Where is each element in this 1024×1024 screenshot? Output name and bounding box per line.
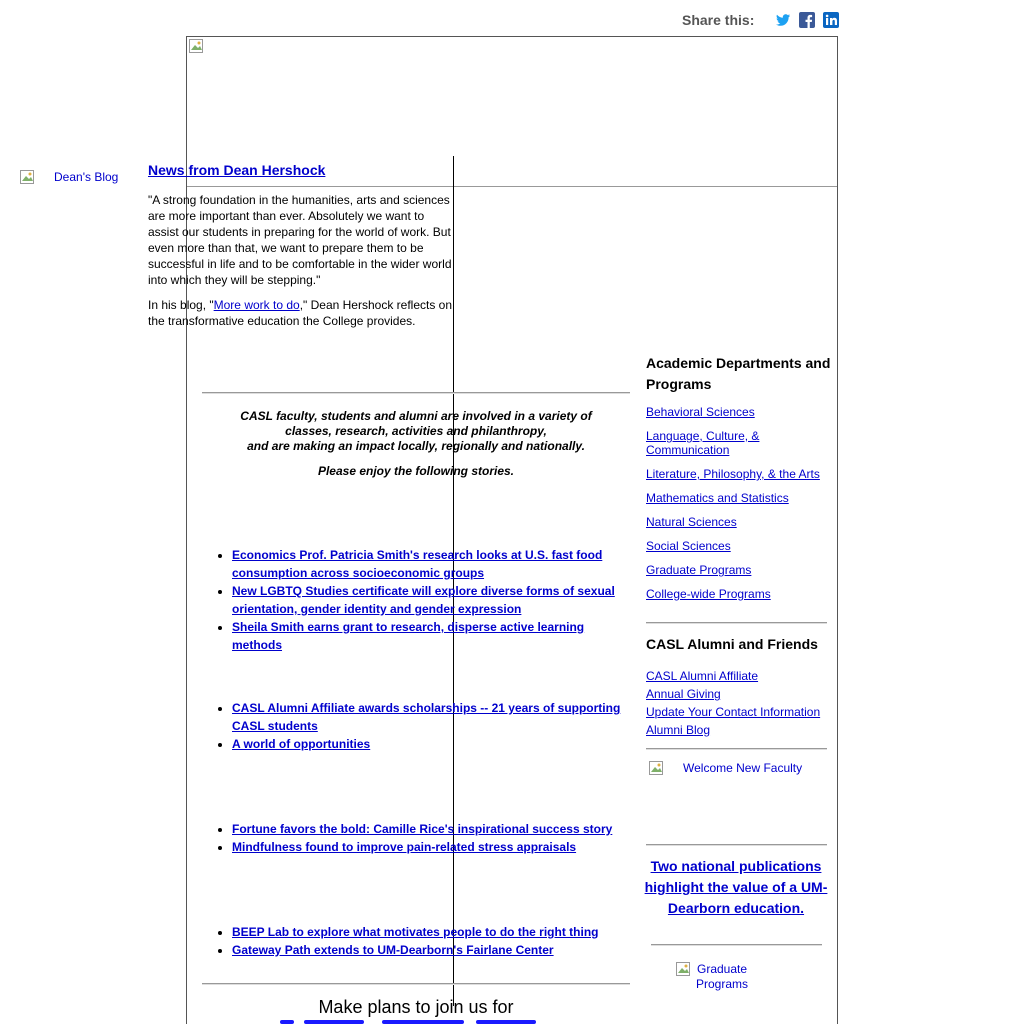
blog-suffix: ," Dean Hershock reflects on the transformative education the College provides.	[148, 298, 453, 328]
list-item	[232, 838, 636, 856]
story-list	[216, 699, 636, 753]
clipped-text-fragment	[280, 1020, 294, 1024]
divider	[646, 844, 827, 846]
story-link[interactable]: Fortune favors the bold: Camille Rice's inspirational success story	[232, 822, 613, 836]
list-item	[232, 941, 636, 959]
clipped-text-fragment	[382, 1020, 464, 1024]
join-event-title-clipped	[280, 1018, 580, 1024]
share-bar	[682, 10, 839, 30]
alumni-link[interactable]: CASL Alumni Affiliate	[646, 669, 759, 683]
story-link[interactable]: Sheila Smith earns grant to research, disperse active learning methods	[232, 620, 585, 652]
story-list	[216, 923, 636, 959]
department-link[interactable]: Social Sciences	[646, 539, 731, 553]
facebook-icon[interactable]	[799, 12, 815, 28]
dean-news-title-link[interactable]: News from Dean Hershock	[148, 162, 326, 178]
list-item	[232, 582, 636, 618]
graduate-alt-line: Programs	[696, 977, 749, 991]
clipped-text-fragment	[476, 1020, 536, 1024]
divider	[646, 748, 827, 750]
join-us-text: Make plans to join us for	[318, 997, 514, 1017]
alumni-links	[646, 667, 832, 739]
intro-line: and are making an impact locally, regionally and nationally.	[247, 439, 585, 453]
dean-quote: "A strong foundation in the humanities, arts and sciences are more important than ever. Absolutely we want to assist our students in preparing for the world of work. But even more than that, we want to prepare them to be successful in life and to be comfortable in the wider world into which they will be stepping."	[148, 193, 452, 287]
linkedin-icon[interactable]	[823, 12, 839, 28]
story-link[interactable]: BEEP Lab to explore what motivates people to do the right thing	[232, 925, 599, 939]
dean-blog-text	[148, 297, 452, 329]
story-link[interactable]: CASL Alumni Affiliate awards scholarships -- 21 years of supporting CASL students	[232, 701, 621, 733]
broken-image-icon	[649, 761, 665, 777]
divider	[651, 944, 822, 946]
departments-heading: Academic Departments and Programs	[646, 355, 831, 392]
intro-text	[202, 409, 630, 479]
departments-links	[646, 405, 832, 601]
clipped-text-fragment	[304, 1020, 364, 1024]
story-list	[216, 820, 636, 856]
share-label: Share this:	[682, 12, 755, 28]
broken-image-icon	[676, 962, 692, 978]
story-link[interactable]: Gateway Path extends to UM-Dearborn's Fairlane Center	[232, 943, 554, 957]
department-link[interactable]: Graduate Programs	[646, 563, 752, 577]
intro-line: classes, research, activities and philanthropy,	[285, 424, 547, 438]
broken-image-icon	[189, 39, 205, 55]
story-link[interactable]: Economics Prof. Patricia Smith's research looks at U.S. fast food consumption across socioeconomic groups	[232, 548, 603, 580]
department-link[interactable]: Mathematics and Statistics	[646, 491, 789, 505]
department-link[interactable]: Language, Culture, & Communication	[646, 429, 760, 457]
intro-enjoy: Please enjoy the following stories.	[317, 464, 515, 478]
divider	[646, 622, 827, 624]
list-item	[232, 618, 636, 654]
list-item	[232, 735, 636, 753]
list-item	[232, 820, 636, 838]
blog-prefix: In his blog, "	[148, 298, 214, 312]
alumni-link[interactable]: Alumni Blog	[646, 723, 711, 737]
list-item	[232, 546, 636, 582]
alumni-link[interactable]: Update Your Contact Information	[646, 705, 821, 719]
divider	[202, 392, 630, 394]
department-link[interactable]: College-wide Programs	[646, 587, 771, 601]
graduate-programs-image[interactable]	[676, 962, 748, 992]
department-link[interactable]: Literature, Philosophy, & the Arts	[646, 467, 820, 481]
story-link[interactable]: New LGBTQ Studies certificate will explore diverse forms of sexual orientation, gender identity and gender expression	[232, 584, 615, 616]
alumni-heading: CASL Alumni and Friends	[646, 636, 818, 652]
alumni-link[interactable]: Annual Giving	[646, 687, 721, 701]
list-item	[232, 923, 636, 941]
story-link[interactable]: A world of opportunities	[232, 737, 371, 751]
department-link[interactable]: Natural Sciences	[646, 515, 737, 529]
deans-blog-image[interactable]	[20, 170, 118, 186]
story-list	[216, 546, 636, 654]
twitter-icon[interactable]	[775, 12, 791, 28]
story-link[interactable]: Mindfulness found to improve pain-related stress appraisals	[232, 840, 577, 854]
department-link[interactable]: Behavioral Sciences	[646, 405, 755, 419]
publications-link[interactable]: Two national publications highlight the value of a UM-Dearborn education.	[644, 858, 828, 916]
new-faculty-alt-text: Welcome New Faculty	[683, 761, 803, 775]
new-faculty-image[interactable]	[649, 761, 802, 777]
list-item	[232, 699, 636, 735]
graduate-alt-line: Graduate	[696, 962, 748, 976]
divider	[202, 983, 630, 985]
intro-line: CASL faculty, students and alumni are involved in a variety of	[240, 409, 592, 423]
more-work-link[interactable]: More work to do	[213, 298, 300, 312]
broken-image-icon	[20, 170, 36, 186]
graduate-programs-alt-text	[696, 962, 748, 992]
deans-blog-alt-text: Dean's Blog	[54, 170, 119, 184]
